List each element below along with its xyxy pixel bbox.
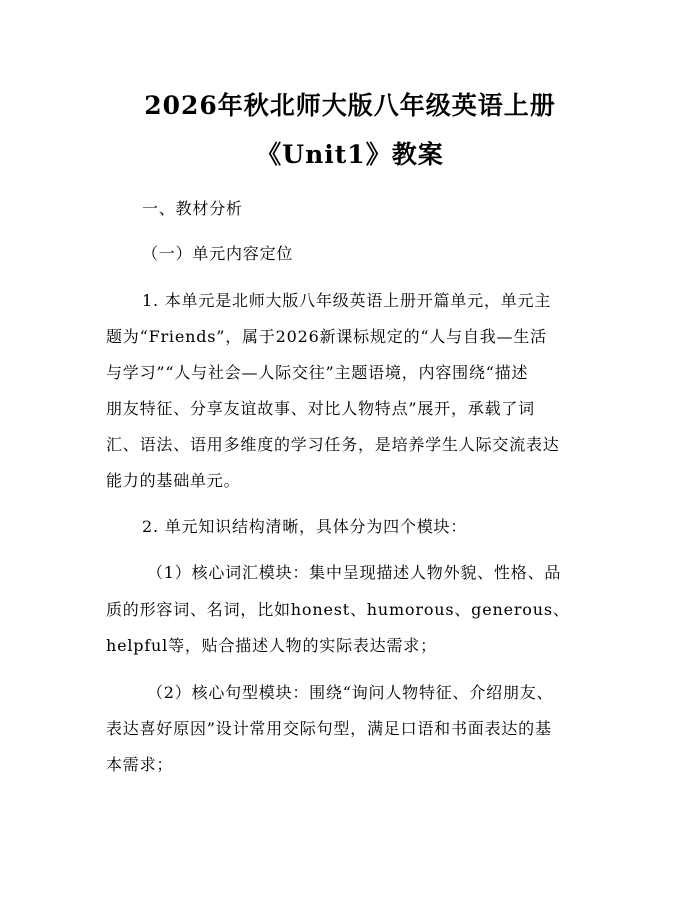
paragraph-1-line-4: 朋友特征、分享友谊故事、对比人物特点”展开，承载了词 (106, 399, 535, 418)
paragraph-4-line-1: （2）核心句型模块：围绕“询问人物特征、介绍朋友、 (147, 683, 554, 702)
paragraph-1-line-3: 与学习”“人与社会—人际交往”主题语境，内容围绕“描述 (106, 363, 529, 382)
subsection-heading: （一）单元内容定位 (142, 244, 294, 263)
paragraph-2-line-1: 2. 单元知识结构清晰，具体分为四个模块： (142, 517, 468, 536)
paragraph-1-line-6: 能力的基础单元。 (106, 471, 241, 490)
document-title-line-1: 2026年秋北师大版八年级英语上册 (144, 91, 556, 120)
paragraph-3-line-1: （1）核心词汇模块：集中呈现描述人物外貌、性格、品 (147, 563, 562, 582)
section-heading: 一、教材分析 (142, 199, 243, 218)
paragraph-4-line-3: 本需求； (106, 755, 174, 774)
paragraph-3-line-2: 质的形容词、名词，比如honest、humorous、generous、 (106, 600, 570, 619)
document-title-line-2: 《Unit1》教案 (256, 140, 444, 169)
paragraph-3-line-3: helpful等，贴合描述人物的实际表达需求； (106, 636, 437, 655)
paragraph-1-line-5: 汇、语法、语用多维度的学习任务，是培养学生人际交流表达 (106, 435, 560, 454)
paragraph-1-line-1: 1. 本单元是北师大版八年级英语上册开篇单元，单元主 (142, 291, 552, 310)
paragraph-1-line-2: 题为“Friends”，属于2026新课标规定的“人与自我—生活 (106, 327, 547, 346)
paragraph-4-line-2: 表达喜好原因”设计常用交际句型，满足口语和书面表达的基 (106, 719, 552, 738)
